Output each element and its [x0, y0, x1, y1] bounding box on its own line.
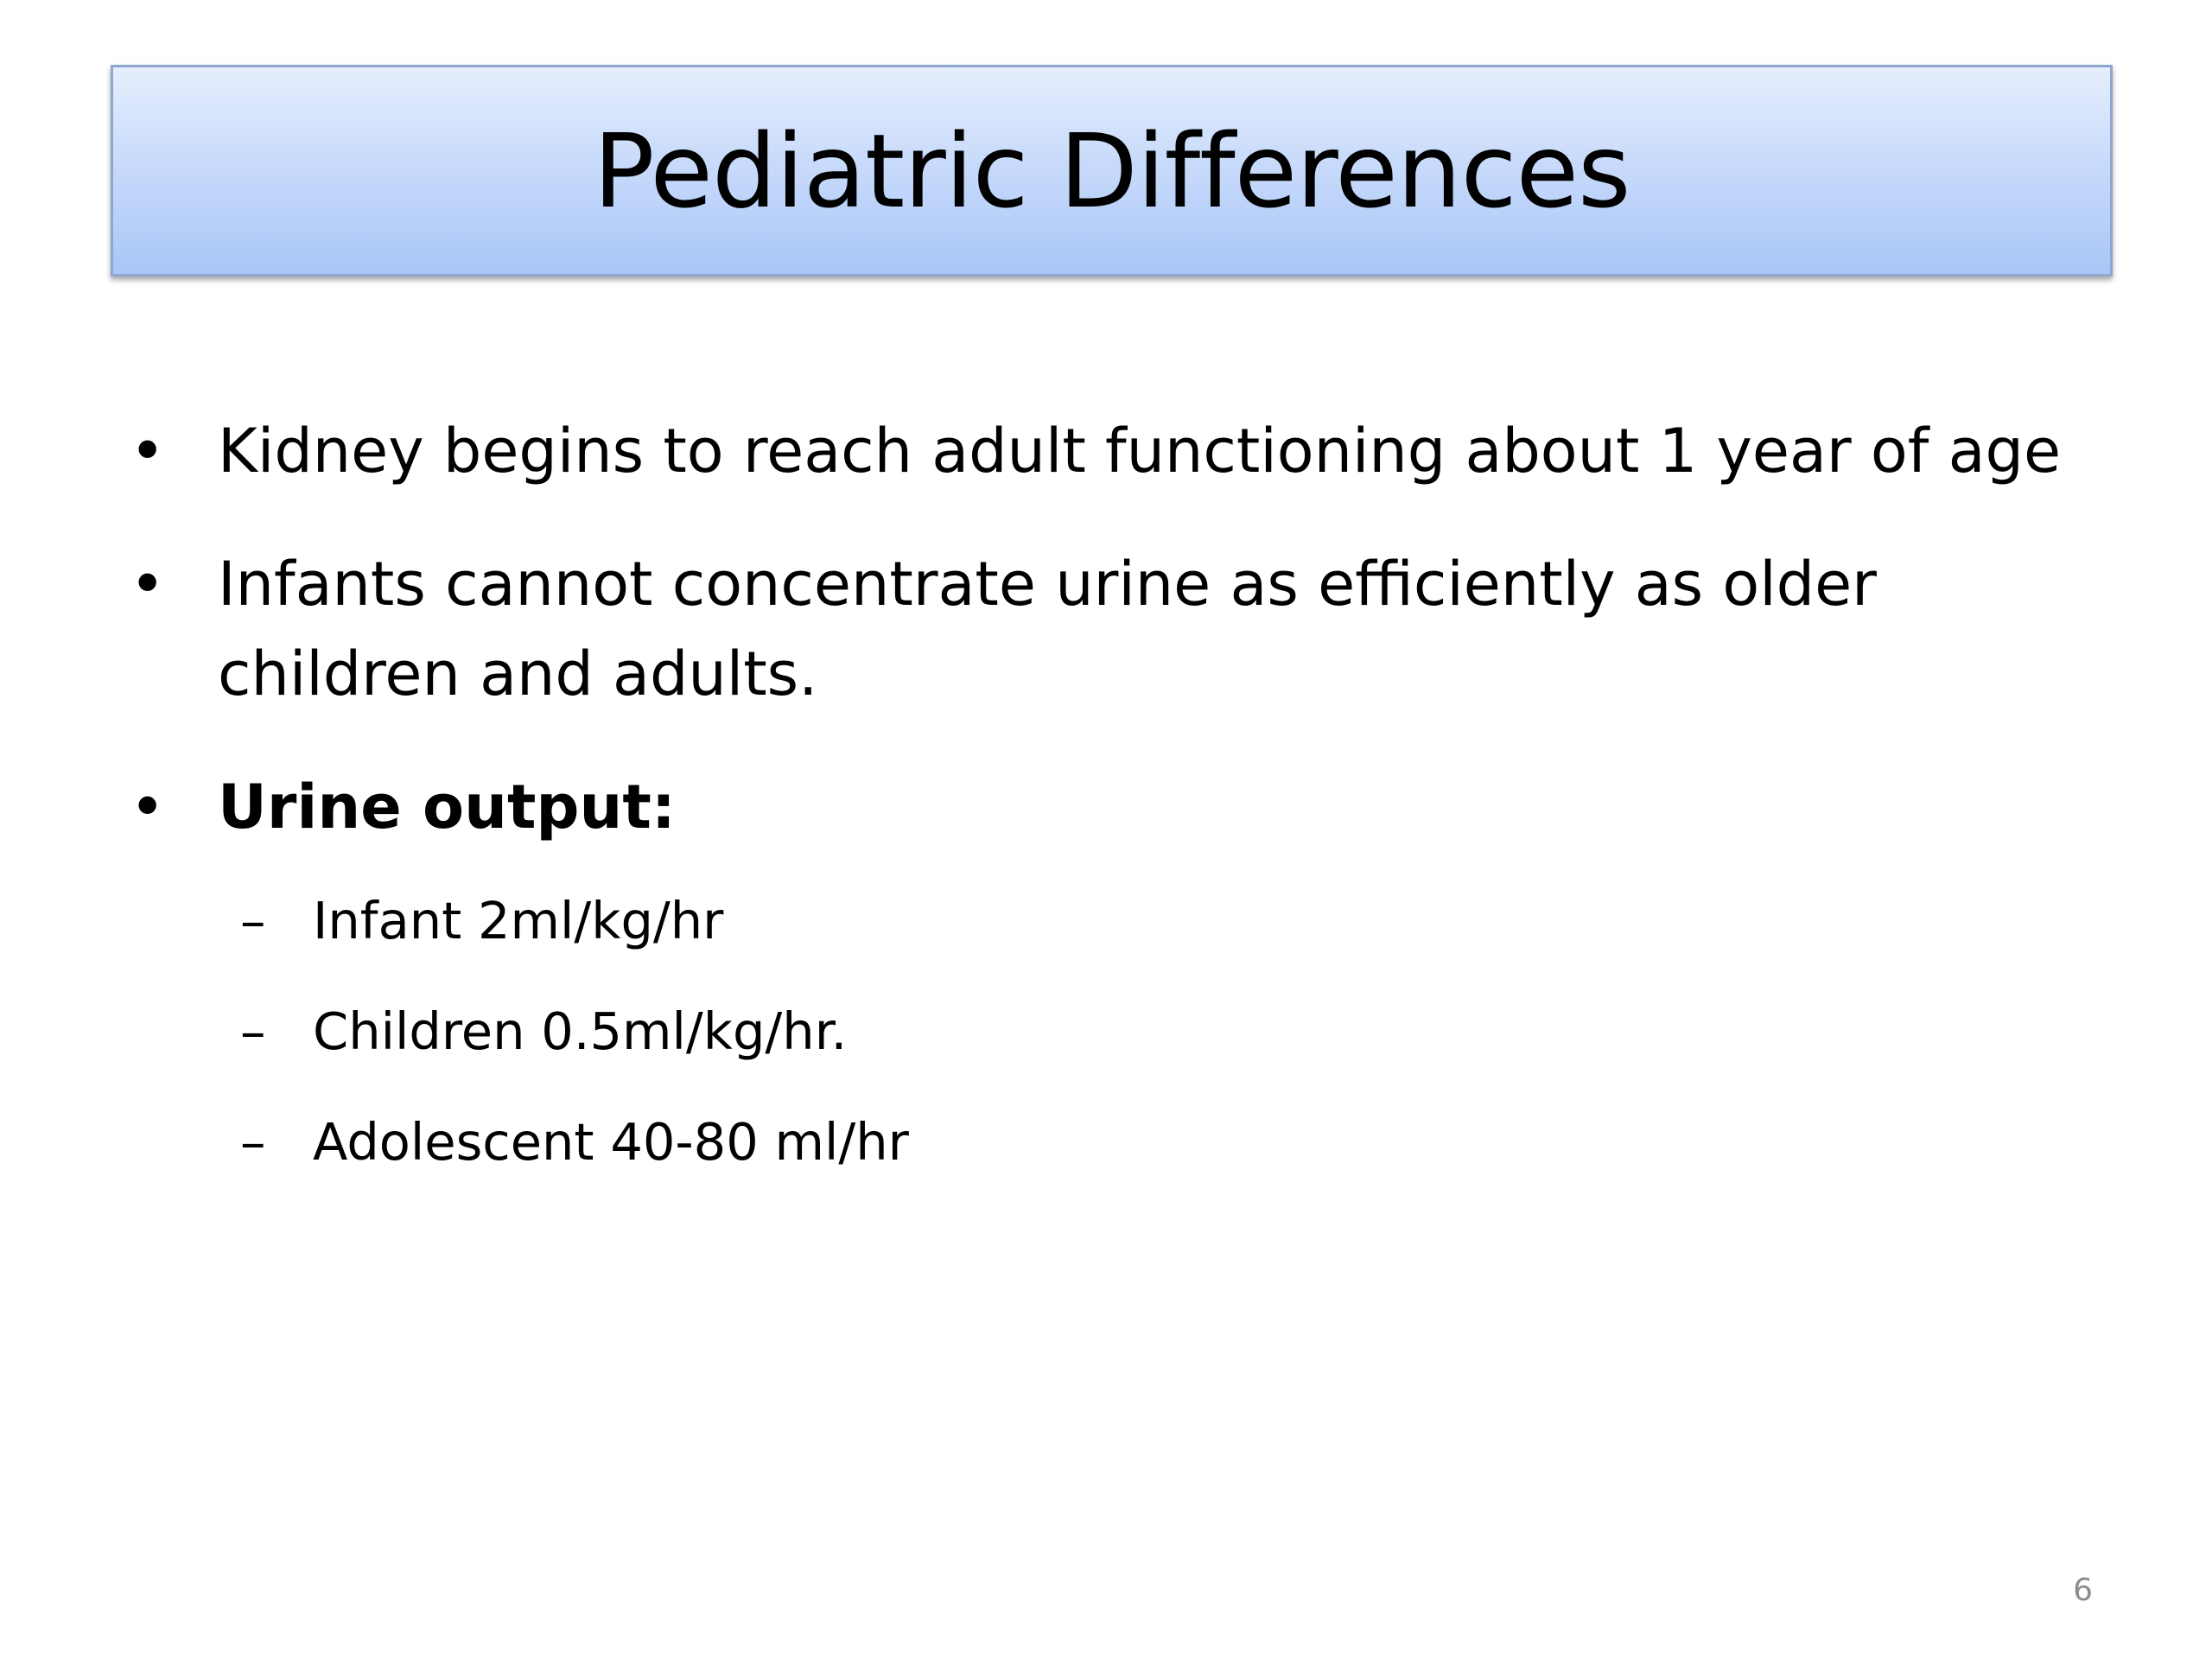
- sub-bullet-text: Children 0.5ml/kg/hr.: [313, 1001, 848, 1061]
- sub-bullet-item: [130, 1108, 2074, 1177]
- bullet-text: Urine output:: [218, 772, 676, 842]
- slide-content: [130, 406, 2074, 1218]
- sub-bullet-text: Infant 2ml/kg/hr: [313, 891, 724, 950]
- page-number: 6: [2073, 1573, 2093, 1608]
- bullet-text: Kidney begins to reach adult functioning about 1 year of age: [218, 416, 2062, 486]
- bullet-text: Infants cannot concentrate urine as efficiently as older children and adults.: [218, 549, 1877, 709]
- dash-marker: –: [240, 1001, 266, 1061]
- slide-title: Pediatric Differences: [593, 111, 1630, 231]
- dash-marker: –: [240, 891, 266, 950]
- bullet-item: [130, 406, 2179, 496]
- sub-bullet-item: [130, 887, 2074, 956]
- bullet-item: [130, 762, 2074, 852]
- sub-bullet-text: Adolescent 40-80 ml/hr: [313, 1112, 909, 1172]
- bullet-item: [130, 539, 2058, 719]
- bullet-marker: •: [130, 549, 166, 620]
- title-box: [111, 65, 2113, 276]
- bullet-marker: •: [130, 772, 166, 842]
- bullet-marker: •: [130, 416, 166, 486]
- sub-bullet-item: [130, 997, 2074, 1066]
- sub-bullet-list: [130, 887, 2074, 1177]
- dash-marker: –: [240, 1112, 266, 1172]
